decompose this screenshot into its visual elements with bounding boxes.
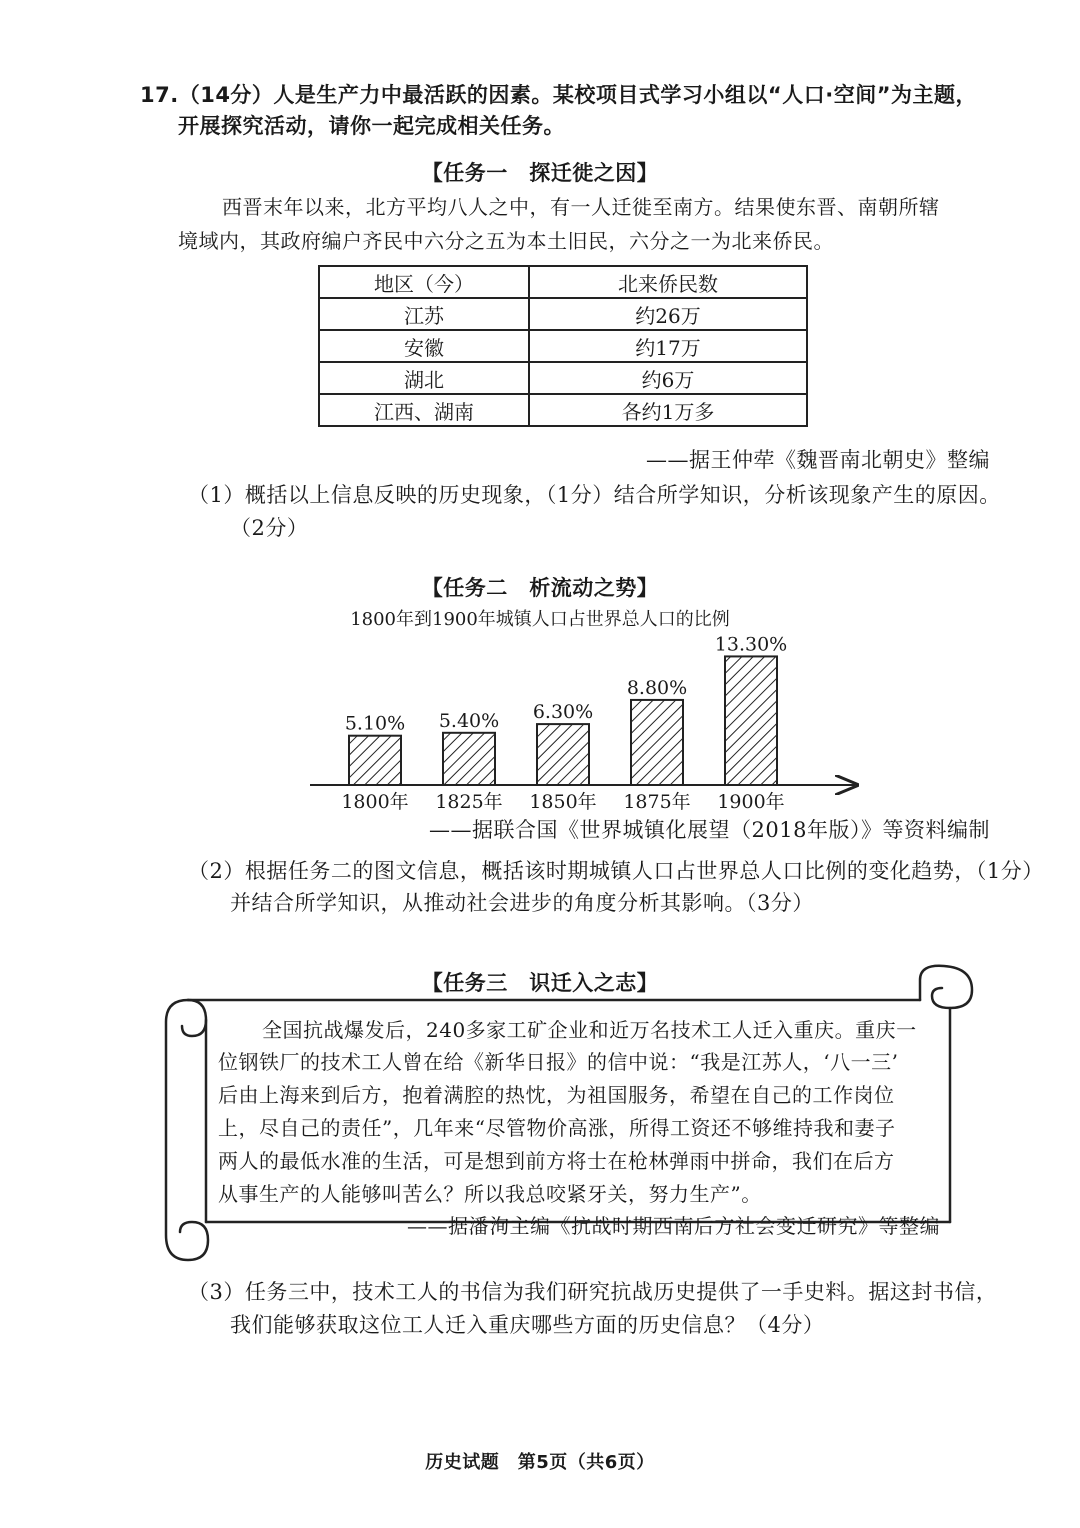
x-tick-label: 1825年 <box>435 791 503 813</box>
scroll-line-3: 后由上海来到后方，抱着满腔的热忱，为祖国服务，希望在自己的工作岗位 <box>218 1083 895 1107</box>
task1-question-line-2: （2分） <box>230 516 309 540</box>
question-line-2: 开展探究活动，请你一起完成相关任务。 <box>178 114 565 138</box>
table-header-region: 地区（今） <box>319 266 529 298</box>
bar-1825年 <box>443 733 495 785</box>
urbanization-bar-chart <box>300 600 880 830</box>
bar-value-label: 5.40% <box>438 709 500 732</box>
question-line-1: 17.（14分）人是生产力中最活跃的因素。某校项目式学习小组以“人口·空间”为主题， <box>140 83 978 107</box>
table-cell: 湖北 <box>319 362 529 394</box>
task3-question-line-1: （3）任务三中，技术工人的书信为我们研究抗战历史提供了一手史料。据这封书信， <box>188 1280 998 1304</box>
table-header-count: 北来侨民数 <box>529 266 807 298</box>
task1-question-line-1: （1）概括以上信息反映的历史现象，（1分）结合所学知识，分析该现象产生的原因。 <box>188 483 1001 507</box>
x-tick-label: 1875年 <box>623 791 691 813</box>
bar-1850年 <box>537 724 589 785</box>
page-footer: 历史试题 第5页（共6页） <box>425 1452 655 1473</box>
bar-value-label: 8.80% <box>626 676 688 699</box>
table-cell: 江苏 <box>319 298 529 330</box>
bar-1800年 <box>349 736 401 785</box>
scroll-line-1: 全国抗战爆发后，240多家工矿企业和近万名技术工人迁入重庆。重庆一 <box>262 1018 917 1042</box>
chart-title: 1800年到1900年城镇人口占世界总人口的比例 <box>350 609 730 630</box>
task2-source: ——据联合国《世界城镇化展望（2018年版）》等资料编制 <box>429 818 990 842</box>
table-cell: 约6万 <box>529 362 807 394</box>
table-row <box>319 330 807 362</box>
bar-1875年 <box>631 700 683 785</box>
table-cell: 各约1万多 <box>529 394 807 426</box>
bar-1900年 <box>725 656 777 785</box>
bar-value-label: 6.30% <box>532 701 594 724</box>
task1-source: ——据王仲荦《魏晋南北朝史》整编 <box>646 448 990 472</box>
table-cell: 江西、湖南 <box>319 394 529 426</box>
table-cell: 安徽 <box>319 330 529 362</box>
task3-question-line-2: 我们能够获取这位工人迁入重庆哪些方面的历史信息？（4分） <box>230 1313 825 1337</box>
migrants-table <box>318 265 808 427</box>
task3-source: ——据潘洵主编《抗战时期西南后方社会变迁研究》等整编 <box>407 1214 940 1238</box>
scroll-line-5: 两人的最低水准的生活，可是想到前方将士在枪林弹雨中拼命，我们在后方 <box>218 1149 895 1173</box>
bar-value-label: 13.30% <box>714 633 788 656</box>
x-tick-label: 1850年 <box>529 791 597 813</box>
table-header-row <box>319 266 807 298</box>
scroll-line-6: 从事生产的人能够叫苦么？所以我总咬紧牙关，努力生产”。 <box>218 1182 762 1206</box>
task2-heading: 【任务二 析流动之势】 <box>421 576 659 600</box>
task2-question-line-1: （2）根据任务二的图文信息，概括该时期城镇人口占世界总人口比例的变化趋势，（1分） <box>188 859 1044 883</box>
table-cell: 约26万 <box>529 298 807 330</box>
scroll-line-2: 位钢铁厂的技术工人曾在给《新华日报》的信中说：“我是江苏人，‘八一三’ <box>218 1050 899 1074</box>
x-tick-label: 1800年 <box>341 791 409 813</box>
bar-value-label: 5.10% <box>344 712 406 735</box>
table-cell: 约17万 <box>529 330 807 362</box>
table-row <box>319 362 807 394</box>
task1-heading: 【任务一 探迁徙之因】 <box>421 161 659 185</box>
scroll-line-4: 上，尽自己的责任”，几年来“尽管物价高涨，所得工资还不够维持我和妻子 <box>218 1116 896 1140</box>
x-tick-label: 1900年 <box>717 791 785 813</box>
task3-heading: 【任务三 识迁入之志】 <box>421 971 659 995</box>
task1-text-line-1: 西晋末年以来，北方平均八人之中，有一人迁徙至南方。结果使东晋、南朝所辖 <box>222 195 940 219</box>
table-row <box>319 298 807 330</box>
table-row <box>319 394 807 426</box>
task1-text-line-2: 境域内，其政府编户齐民中六分之五为本土旧民，六分之一为北来侨民。 <box>178 229 834 253</box>
task2-question-line-2: 并结合所学知识，从推动社会进步的角度分析其影响。（3分） <box>230 891 814 915</box>
